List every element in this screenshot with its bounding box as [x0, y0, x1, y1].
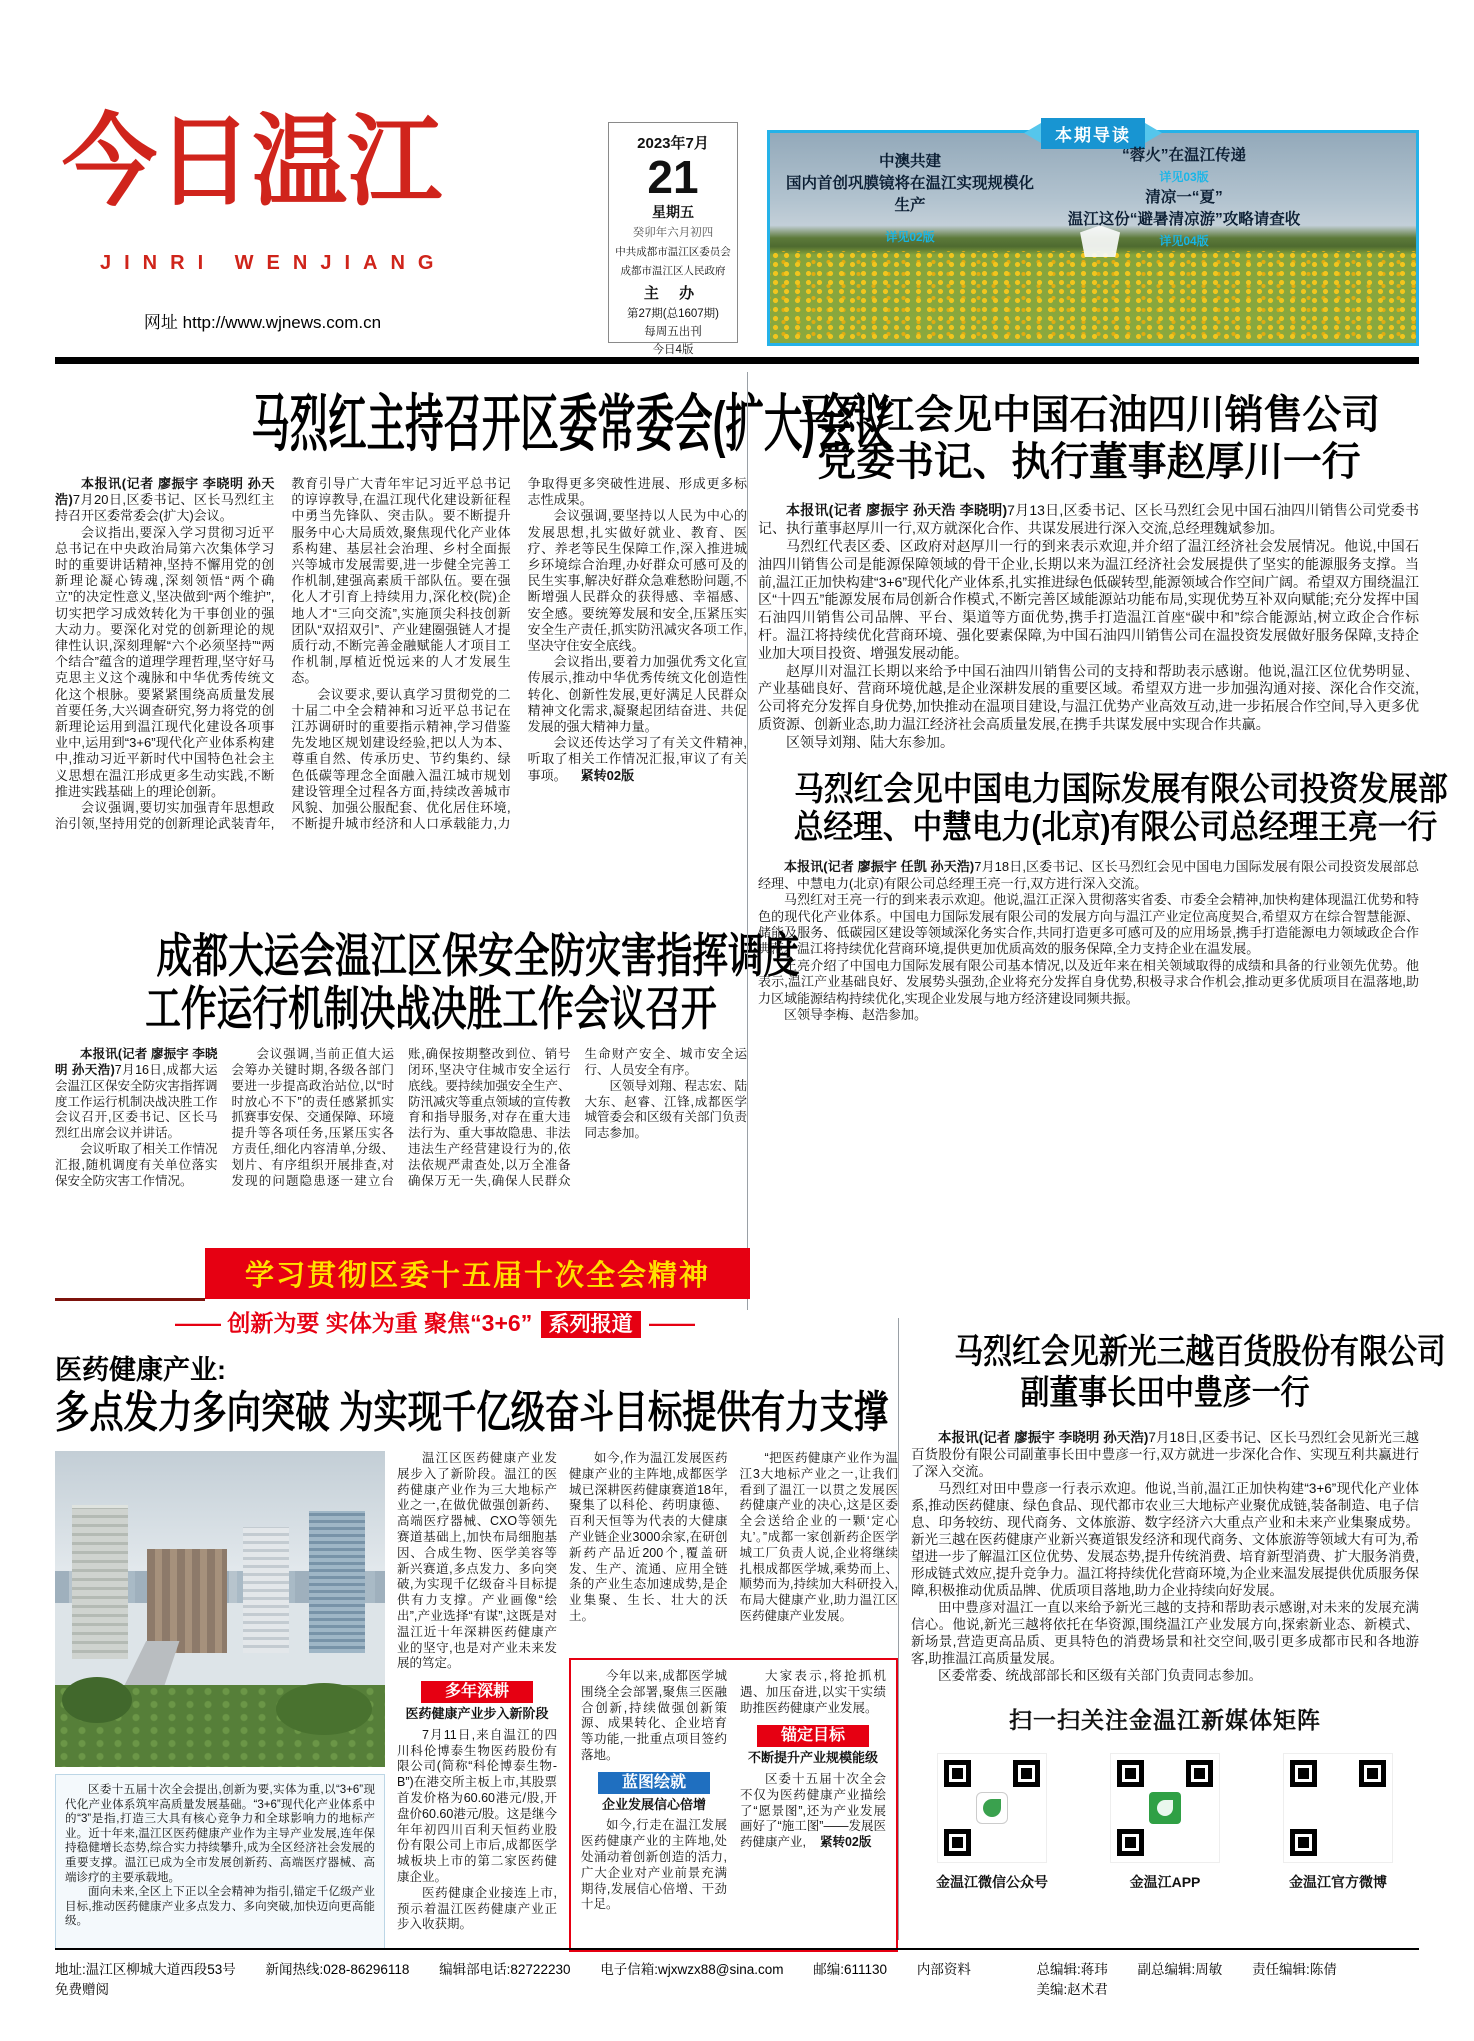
footer-phone: 编辑部电话:82722230 — [439, 1962, 571, 1977]
subhead-tag-blue: 蓝图绘就 — [598, 1772, 710, 1794]
jump-note: 紧转02版 — [580, 767, 635, 783]
guide-right-ref2: 详见04版 — [1159, 234, 1209, 248]
masthead-title: 今日温江 — [62, 102, 442, 220]
right-article-3-body: 本报讯(记者 廖振宇 李晓明 孙天浩)7月18日,区委书记、区长马烈红会见新光三越百货股份有限公司副董事长田中豊彦一行,双方就进一步深化合作、实现互利共赢进行了深入交流。 马烈红对田中豊彦一行表示欢迎。他说,当前,温江正加快构建“3+6”现代化产业体系,推动医药健康、绿色食品、现代都市农业三大地标产业聚优成链,装备制造、电子信息、印务较纺、现代商务、文体旅游、数字经济六大重点产业和未来产业集聚成势。新光三越在医药健康产业新兴赛道银发经济和现代商务、文体旅游等领域大有可为,希望进一步了解温江区位优势、发展态势,提升传统消费、培育新型消费、扩大服务消费,形成链式效应,提升竞争力。温江将持续优化营商环境,为企业来温发展提供优质服务保障,积极推动优质品牌、优质项目落地,助力企业持续向好发展。 田中豊彦对温江一直以来给予新光三越的支持和帮助表示感谢,对未来的发展充满信心。他说,新光三越将依托在华资源,围绕温江产业发展方向,探索新业态、新模式、新场景,营造更高品质、更具特色的消费场景和社交空间,吸引更多成都市民和各地游客,助推温江高质量发展。 区委常委、统战部部长和区级有关部门负责同志参加。 — [911, 1429, 1419, 1683]
paragraph: 王亮介绍了中国电力国际发展有限公司基本情况,以及近年来在相关领域取得的成绩和具备的行业领先优势。他表示,温江产业基础良好、发展势头强劲,企业将充分发挥自身优势,积极寻求合作机会,推动更多优质项目在温落地,助力区域能源结构持续优化,实现企业发展与地方经济建设同频共振。 — [758, 957, 1419, 1006]
publication-info-box — [608, 122, 738, 357]
feature-section — [55, 1240, 898, 1940]
publisher-org-1: 中共成都市温江区委员会 — [615, 247, 731, 259]
guide-item-left — [784, 151, 1036, 247]
highlight-box — [569, 1658, 898, 1952]
bottom-right-section — [898, 1318, 1446, 1940]
qr-finder-icon — [1117, 1829, 1144, 1856]
publish-frequency: 每周五出刊 — [644, 326, 702, 339]
feature-col-2 — [397, 1451, 557, 1956]
footer-rule — [55, 1948, 1419, 1950]
footer-address: 地址:温江区柳城大道西段53号 — [55, 1962, 236, 1977]
host-label: 主 办 — [643, 285, 703, 303]
footer-right — [1011, 1958, 1420, 1998]
main-article-body: 本报讯(记者 廖振宇 李晓明 孙天浩)7月20日,区委书记、区长马烈红主持召开区委常委会(扩大)会议。 会议指出,要深入学习贯彻习近平总书记在中央政治局第六次集体学习时的重要讲话精神,坚持不懈用党的创新理论凝心铸魂,深刻领悟“两个确立”的决定性意义,坚决做到“两个维护”,切实把学习成效转化为干事创业的强大动力。要深化对党的创新理论的规律性认识,深刻理解“六个必须坚持”“两个结合”蕴含的道理学理哲理,坚守好马克思主义这个魂脉和中华优秀传统文化这个根脉。要紧紧围绕高质量发展首要任务,大兴调查研究,努力将党的创新理论运用到温江现代化建设各项事业中,运用到“3+6”现代化产业体系构建中,推动习近平新时代中国特色社会主义思想在温江形成更多生动实践,不断推进实践基础上的理论创新。 会议强调,要切实加强青年思想政治引领,坚持用党的创新理论武装青年,教育引导广大青年牢记习近平总书记的谆谆教导,在温江现代化建设新征程中勇当先锋队、突击队。要不断提升服务中心大局质效,聚焦现代化产业体系构建、基层社会治理、乡村全面振兴等城市发展需要,进一步健全完善工作机制,建强高素质干部队伍。要在强化人才引育上持续用力,深化校(院)企地人才“三向交流”,实施顶尖科技创新团队“双招双引”、产业建圈强链人才提质行动,不断完善金融赋能人才项目工作机制,厚植近悦远来的人才发展生态。 会议要求,要认真学习贯彻党的二十届二中全会精神和习近平总书记在江苏调研时的重要指示精神,学习借鉴先发地区规划建设经验,把以人为本、尊重自然、传承历史、节约集约、绿色低碳等理念全面融入温江城市规划建设管理全过程各方面,持续改善城市风貌、加强公服配套、优化居住环境,不断提升城市经济和人口承载能力,力争取得更多突破性进展、形成更多标志性成果。 会议强调,要坚持以人民为中心的发展思想,扎实做好就业、教育、医疗、养老等民生保障工作,深入推进城乡环境综合治理,办好群众可感可及的民生实事,解决好群众急难愁盼问题,不断增强人民群众的获得感、幸福感、安全感。要统筹发展和安全,压紧压实安全生产责任,抓实防汛减灾各项工作,坚决守住安全底线。 会议指出,要着力加强优秀文化宣传展示,推动中华优秀传统文化创造性转化、创新性发展,更好满足人民群众精神文化需求,凝聚起团结奋进、共促发展的强大精神力量。 会议还传达学习了有关文件精神,听取了相关工作情况汇报,审议了有关事项。 紧转02版 — [55, 476, 747, 832]
photo-tree — [62, 1677, 132, 1723]
qr-finder-icon — [1359, 1760, 1386, 1787]
guide-right-line3: 温江这份“避暑清凉游”攻略请查收 — [1067, 211, 1301, 228]
qr-finder-icon — [1013, 1760, 1040, 1787]
guide-item-right — [1062, 145, 1306, 251]
guide-right-line1: “蓉火”在温江传递 — [1121, 147, 1246, 164]
masthead-pinyin: JINRI WENJIANG — [100, 252, 447, 274]
right-section — [747, 372, 1448, 1310]
byline: 本报讯(记者 廖振宇 李晓明 孙天浩) — [55, 1047, 218, 1078]
byline: 本报讯(记者 廖振宇 李晓明 孙天浩) — [938, 1429, 1149, 1445]
footer-hotline: 新闻热线:028-86296118 — [265, 1962, 410, 1977]
photo-building — [147, 1549, 226, 1653]
right-headline-2: 马烈红会见中国电力国际发展有限公司投资发展部 总经理、中慧电力(北京)有限公司总经理王亮一行 — [793, 769, 1448, 846]
photo-building — [72, 1505, 128, 1660]
footer-left — [55, 1958, 1011, 1998]
jump-note: 紧转02版 — [819, 1835, 872, 1850]
paragraph: 会议听取了相关工作情况汇报,随机调度有关单位落实保安全防灾害工作情况。 — [55, 1142, 218, 1188]
feature-kicker: 医药健康产业: — [55, 1355, 226, 1385]
guide-tab: 本期导读 — [1041, 118, 1145, 149]
qr-code-weibo — [1283, 1753, 1393, 1863]
issue-year-month: 2023年7月 — [637, 135, 709, 152]
qr-code-app — [1110, 1753, 1220, 1863]
guide-left-ref: 详见02版 — [885, 230, 935, 244]
feature-col-3-text: 如今,作为温江发展医药健康产业的主阵地,成都医学城已深耕医药健康赛道18年,聚集了以科伦、药明康德、百利天恒等为代表的大健康产业链企业3000余家,在研创新药产品近200个,覆盖研发、生产、流通、应用全链条的产业生态加速成势,是企业集聚、生长、壮大的沃土。 — [569, 1451, 728, 1623]
photo-caption-panel — [55, 1774, 385, 1950]
footer-email: 电子信箱:wjxwzx88@sina.com — [600, 1962, 784, 1977]
footer-chief-editor: 总编辑:蒋玮 — [1036, 1962, 1108, 1977]
subhead-text: 不断提升产业规模能级 — [747, 1750, 878, 1766]
footer-internal: 内部资料 — [916, 1962, 971, 1977]
series-banner: 学习贯彻区委十五届十次全会精神 — [205, 1248, 750, 1299]
subhead-text: 企业发展信心倍增 — [601, 1796, 706, 1812]
issue-day: 21 — [647, 151, 699, 203]
qr-finder-icon — [1290, 1760, 1317, 1787]
qr-section-title: 扫一扫关注金温江新媒体矩阵 — [1009, 1706, 1321, 1733]
right-headline-1: 马烈红会见中国石油四川销售公司 党委书记、执行董事赵厚川一行 — [797, 393, 1380, 485]
attendees-line: 区领导刘翔、程志宏、陆大东、赵睿、江锋,成都医学城管委会和区级有关部门负责同志参加。 — [584, 1078, 747, 1141]
paragraph: 马烈红对王亮一行的到来表示欢迎。他说,温江正深入贯彻落实省委、市委全会精神,加快构建体现温江优势和特色的现代化产业体系。中国电力国际发展有限公司的发展方向与温江产业定位高度契合,希望双方在综合智慧能源、储能及服务、低碳园区建设等领域深化务实合作,共同打造更多可感可及的应用场景,携手打造能源电力领域政企合作典范。温江将持续优化营商环境,提供更加优质高效的服务保障,全力支持企业在温发展。 — [758, 892, 1419, 957]
byline: 本报讯(记者 廖振宇 李晓明 孙天浩) — [55, 476, 275, 508]
attendees-line: 区领导李梅、赵浩参加。 — [784, 1007, 928, 1023]
footer — [55, 1958, 1419, 1998]
paragraph: 会议强调,当前正值大运会筹办关键时期,各级各部门要进一步提高政治站位,以“时时放心不下”的责任感紧抓实抓赛事安保、交通保障、环境提升等各项任务,压紧压实各方责任,细化内容清单,分级、划片、有序组织开展排查,对发现的问题隐患逐一建立台账,确保按期整改到位、销号闭环,坚决守住城市安全运行底线。要持续加强安全生产、防汛减灾等重点领域的宣传教育和指导服务,对存在重大违法行为、重大事故隐患、非法违法生产经营建设行为的,依法依规严肃查处,以万全准备确保万无一失,确保人民群众生命财产安全、城市安全运行、人员安全有序。 — [231, 1047, 747, 1188]
caption-paragraph: 面向未来,全区上下正以全会精神为指引,锚定千亿级产业目标,推动医药健康产业多点发力、多向突破,加快迈向更高能级。 — [65, 1886, 375, 1928]
qr-finder-icon — [944, 1829, 971, 1856]
paragraph: 赵厚川对温江长期以来给予中国石油四川销售公司的支持和帮助表示感谢。他说,温江区位优势明显、产业基础良好、营商环境优越,是企业深耕发展的重要区域。希望双方进一步加强沟通对接、深化合作交流,公司将充分发挥自身优势,加快推动在温项目建设,与温江优势产业高效互动,进一步拓展合作空间,导入更多优质资源、创新业态,助力温江经济社会高质量发展,在携手共谋发展中实现合作共赢。 — [758, 662, 1419, 732]
subhead-text: 医药健康产业步入新阶段 — [405, 1705, 549, 1721]
qr-item-weibo: 金温江官方微博 — [1259, 1753, 1417, 1892]
highlight-box-right: 大家表示,将抢抓机遇、加压奋进,以实干实绩助推医药健康产业发展。 锚定目标 不断提升产业规模能级 区委十五届十次全会不仅为医药健康产业描绘了“愿景图”,还为产业发展画好了“施工图”——发展医药健康产业, 紧转02版 — [740, 1669, 886, 1850]
paragraph: 会议指出,要着力加强优秀文化宣传展示,推动中华优秀传统文化创造性转化、创新性发展,更好满足人民群众精神文化需求,凝聚起团结奋进、共促发展的强大精神力量。 — [527, 654, 747, 735]
attendees-line: 区委常委、统战部部长和区级有关部门负责同志参加。 — [938, 1667, 1262, 1683]
guide-right-ref1: 详见03版 — [1159, 170, 1209, 184]
sunflower-field-photo — [770, 251, 1416, 343]
qr-row — [911, 1753, 1419, 1892]
masthead-divider-rule — [55, 357, 1419, 364]
paragraph: 温江区医药健康产业发展步入了新阶段。温江的医药健康产业作为三大地标产业之一,在做优做强创新药、高端医疗器械、CXO等领先赛道基础上,加快布局细胞基因、合成生物、医学美容等新兴赛道,多点发力、多向突破,为实现千亿级奋斗目标提供有力支撑。产业画像“绘出”,产业选择“有谋”,这既是对温江近十年深耕医药健康产业的坚守,也是对产业未来发展的笃定。 — [397, 1451, 557, 1671]
page-count: 今日4版 — [652, 344, 694, 357]
right-headline-3: 马烈红会见新光三越百货股份有限公司 副董事长田中豊彦一行 — [954, 1333, 1446, 1413]
cityscape-photo — [55, 1451, 385, 1767]
paragraph: 田中豊彦对温江一直以来给予新光三越的支持和帮助表示感谢,对未来的发展充满信心。他说,新光三越将依托在华资源,围绕温江产业发展方向,探索新业态、新模式、新场景,营造更高品质、更具特色的消费场景和社交空间,吸引更多成都市民和各地游客,助推温江高质量发展。 — [911, 1599, 1419, 1666]
right-article-1-body: 本报讯(记者 廖振宇 孙天浩 李晓明)7月13日,区委书记、区长马烈红会见中国石油四川销售公司党委书记、执行董事赵厚川一行,双方就深化合作、共谋发展进行深入交流,总经理魏斌参加。 马烈红代表区委、区政府对赵厚川一行的到来表示欢迎,并介绍了温江经济社会发展情况。他说,中国石油四川销售公司是能源保障领域的骨干企业,长期以来为温江经济社会发展提供了坚实的能源服务支撑。当前,温江正加快构建“3+6”现代化产业体系,扎实推进绿色低碳转型,能源领域合作空间广阔。希望双方围绕温江区“十四五”能源发展布局创新合作模式,不断完善区域能源站功能布局,实现优势互补双向赋能;充分发挥中国石油四川销售公司品牌、平台、渠道等方面优势,携手打造温江首座“碳中和”综合能源站,树立政企合作标杆。温江将持续优化营商环境、强化要素保障,为中国石油四川销售公司在温投资发展做好服务保障,支持企业加大项目投资、增强发展动能。 赵厚川对温江长期以来给予中国石油四川销售公司的支持和帮助表示感谢。他说,温江区位优势明显、产业基础良好、营商环境优越,是企业深耕发展的重要区域。希望双方进一步加强沟通对接、深化合作交流,公司将充分发挥自身优势,加快推动在温项目建设,与温江优势产业高效互动,进一步拓展合作空间,导入更多优质资源、创新业态,助力温江经济社会高质量发展,在携手共谋发展中实现合作共赢。 区领导刘翔、陆大东参加。 — [758, 502, 1419, 750]
guide-right-line2: 清凉一“夏” — [1145, 189, 1223, 206]
paragraph: 马烈红对田中豊彦一行表示欢迎。他说,当前,温江正加快构建“3+6”现代化产业体系,推动医药健康、绿色食品、现代都市农业三大地标产业聚优成链,装备制造、电子信息、印务较纺、现代商务、文体旅游、数字经济六大重点产业和未来产业集聚成势。新光三越在医药健康产业新兴赛道银发经济和现代商务、文体旅游等领域大有可为,希望进一步了解温江区位优势、发展态势,提升传统消费、培育新型消费、扩大服务消费,形成链式效应,提升竞争力。温江将持续优化营商环境,为企业来温发展提供优质服务保障,积极推动优质品牌、优质项目落地,助力企业持续向好发展。 — [911, 1480, 1419, 1598]
byline: 本报讯(记者 廖振宇 孙天浩 李晓明) — [786, 502, 1008, 519]
footer-duty-editor: 责任编辑:陈倩 — [1252, 1962, 1337, 1977]
subhead-tag-red: 多年深耕 — [421, 1681, 533, 1703]
series-subline: —— 创新为要 实体为重 聚焦“3+6” 系列报道 —— — [175, 1310, 695, 1336]
photo-tree — [276, 1683, 372, 1735]
footer-art-editor: 美编:赵术君 — [1036, 1982, 1108, 1997]
feature-headline: 多点发力多向突破 为实现千亿级奋斗目标提供有力支撑 — [55, 1388, 889, 1437]
lunar-date: 癸卯年六月初四 — [632, 227, 714, 240]
feature-photo-column — [55, 1451, 385, 1956]
qr-finder-icon — [1290, 1829, 1317, 1856]
second-article-body: 本报讯(记者 廖振宇 李晓明 孙天浩)7月16日,成都大运会温江区保安全防灾害指挥调度工作运行机制决战决胜工作会议召开,区委书记、区长马烈红出席会议并讲话。 会议听取了相关工作情况汇报,随机调度有关单位落实保安全防灾害工作情况。 会议强调,当前正值大运会筹办关键时期,各级各部门要进一步提高政治站位,以“时时放心不下”的责任感紧抓实抓赛事安保、交通保障、环境提升等各项任务,压紧压实各方责任,细化内容清单,分级、划片、有序组织开展排查,对发现的问题隐患逐一建立台账,确保按期整改到位、销号闭环,坚决守住城市安全运行底线。要持续加强安全生产、防汛减灾等重点领域的宣传教育和指导服务,对存在重大违法行为、重大事故隐患、非法违法生产经营建设行为的,依法依规严肃查处,以万全准备确保万无一失,确保人民群众生命财产安全、城市安全运行、人员安全有序。 区领导刘翔、程志宏、陆大东、赵睿、江锋,成都医学城管委会和区级有关部门负责同志参加。 — [55, 1047, 747, 1188]
qr-item-app: 金温江APP — [1086, 1753, 1244, 1892]
paragraph: 会议强调,要坚持以人民为中心的发展思想,扎实做好就业、教育、医疗、养老等民生保障工作,深入推进城乡环境综合治理,办好群众可感可及的民生实事,解决好群众急难愁盼问题,不断增强人民群众的获得感、幸福感、安全感。要统筹发展和安全,压紧压实安全生产责任,抓实防汛减灾各项工作,坚决守住安全底线。 — [527, 508, 747, 654]
highlight-box-left: 今年以来,成都医学城围绕全会部署,聚焦三医融合创新,持续做强创新策源、成果转化、企业培育等功能,一批重点项目签约落地。 蓝图绘就 企业发展信心倍增 如今,行走在温江发展医药健康产业的主阵地,处处涌动着创新创造的活力,广大企业对产业前景充满期待,发展信心倍增、干劲十足。 — [581, 1669, 727, 1912]
caption-paragraph: 区委十五届十次全会提出,创新为要,实体为重,以“3+6”现代化产业体系筑牢高质量发展基础。“3+6”现代化产业体系中的“3”是指,打造三大具有核心竞争力和全球影响力的地标产业。近十年来,温江区医药健康产业作为主导产业发展,连年保持稳健增长态势,综合实力持续攀升,成为全区经济社会发展的重要支撑。温江已成为全市发展创新药、高端医疗器械、高端诊疗的主要承载地。 — [65, 1784, 375, 1884]
second-headline: 成都大运会温江区保安全防灾害指挥调度 工作运行机制决战决胜工作会议召开 — [145, 929, 800, 1035]
attendees-line: 区领导刘翔、陆大东参加。 — [786, 733, 954, 750]
qr-finder-icon — [1186, 1760, 1213, 1787]
qr-code-wechat — [937, 1753, 1047, 1863]
website-line — [60, 308, 465, 333]
footer-deputy-editor: 副总编辑:周敏 — [1137, 1962, 1223, 1977]
subhead-tag-red: 锚定目标 — [757, 1725, 869, 1747]
paragraph: 7月11日,来自温江的四川科伦博泰生物医药股份有限公司(简称“科伦博泰生物-B”)在港交所主板上市,其股票首发价格为60.60港元/股,开盘价60.60港元/股。这是继今年年初四川百利天恒药业股份有限公司上市后,成都医学城板块上市的第二家医药健康企业。 — [397, 1727, 557, 1884]
guide-left-line1: 中澳共建 — [878, 153, 941, 170]
website-label: 网址 — [143, 313, 178, 332]
paragraph: 会议强调,要切实加强青年思想政治引领,坚持用党的创新理论武装青年,教育引导广大青年牢记习近平总书记的谆谆教导,在温江现代化建设新征程中勇当先锋队、突击队。要不断提升服务中心大局质效,聚焦现代化产业体系构建、基层社会治理、乡村全面振兴等城市发展需要,进一步健全完善工作机制,建强高素质干部队伍。要在强化人才引育上持续用力,深化校(院)企地人才“三向交流”,实施顶尖科技创新团队“双招双引”、产业建圈强链人才提质行动,不断完善金融赋能人才项目工作机制,厚植近悦远来的人才发展生态。 — [55, 476, 511, 832]
footer-free: 免费赠阅 — [55, 1982, 109, 1997]
paragraph: 会议要求,要认真学习贯彻党的二十届二中全会精神和习近平总书记在江苏调研时的重要指示精神,学习借鉴先发地区规划建设经验,把以人为本、尊重自然、传承历史、节约集约、绿色低碳等理念全面融入温江城市规划建设管理全过程各方面,持续改善城市风貌、加强公服配套、优化居住环境,不断提升城市经济和人口承载能力,力争取得更多突破性进展、形成更多标志性成果。 — [291, 476, 747, 832]
qr-center-logo-icon — [1149, 1792, 1181, 1824]
photo-building — [243, 1527, 289, 1653]
photo-building — [309, 1511, 365, 1653]
feature-col-4-text: “把医药健康产业作为温江3大地标产业之一,让我们看到了温江一以贯之发展医药健康产业的决心,这是区委全会送给企业的一颗‘定心丸’。”成都一家创新药企医学城工厂负责人说,企业将继续扎根成都医学城,乘势而上、顺势而为,持续加大科研投入,布局大健康产业,助力温江区医药健康产业发展。 — [739, 1451, 898, 1623]
issue-number: 第27期(总1607期) — [626, 308, 720, 321]
guide-banner — [767, 126, 1419, 346]
paragraph: 会议指出,要深入学习贯彻习近平总书记在中央政治局第六次集体学习时的重要讲话精神,坚持不懈用党的创新理论凝心铸魂,深刻领悟“两个确立”的决定性意义,坚决做到“两个维护”,切实把学习成效转化为干事创业的强大动力。要深化对党的创新理论的规律性认识,深刻理解“六个必须坚持”“两个结合”蕴含的道理学理哲理,坚守好马克思主义这个魂脉和中华优秀传统文化这个根脉。要紧紧围绕高质量发展首要任务,大兴调查研究,努力将党的创新理论运用到温江现代化建设各项事业中,运用到“3+6”现代化产业体系构建中,推动习近平新时代中国特色社会主义思想在温江形成更多生动实践,不断推进实践基础上的理论创新。 — [55, 524, 275, 799]
publisher-org-2: 成都市温江区人民政府 — [620, 266, 726, 278]
paragraph: 马烈红代表区委、区政府对赵厚川一行的到来表示欢迎,并介绍了温江经济社会发展情况。他说,中国石油四川销售公司是能源保障领域的骨干企业,长期以来为温江经济社会发展提供了坚实的能源服务支撑。当前,温江正加快构建“3+6”现代化产业体系,扎实推进绿色低碳转型,能源领域合作空间广阔。希望双方围绕温江区“十四五”能源发展布局创新合作模式,不断完善区域能源站功能布局,实现优势互补双向赋能;充分发挥中国石油四川销售公司品牌、平台、渠道等方面优势,携手打造温江首座“碳中和”综合能源站,树立政企合作标杆。温江将持续优化营商环境、强化要素保障,为中国石油四川销售公司在温投资发展做好服务保障,支持企业加大项目投资、增强发展动能。 — [758, 537, 1419, 661]
footer-postcode: 邮编:611130 — [813, 1962, 888, 1977]
series-tag: 系列报道 — [541, 1311, 641, 1338]
qr-center-logo-icon — [976, 1792, 1008, 1824]
paragraph: 医药健康企业接连上市,预示着温江医药健康产业正步入收获期。 — [397, 1885, 557, 1932]
qr-finder-icon — [944, 1760, 971, 1787]
qr-item-wechat: 金温江微信公众号 — [913, 1753, 1071, 1892]
issue-weekday: 星期五 — [652, 204, 694, 221]
right-article-2-body: 本报讯(记者 廖振宇 任凯 孙天浩)7月18日,区委书记、区长马烈红会见中国电力国际发展有限公司投资发展部总经理、中慧电力(北京)有限公司总经理王亮一行,双方进行深入交流。 马烈红对王亮一行的到来表示欢迎。他说,温江正深入贯彻落实省委、市委全会精神,加快构建体现温江优势和特色的现代化产业体系。中国电力国际发展有限公司的发展方向与温江产业定位高度契合,希望双方在综合智慧能源、储能及服务、低碳园区建设等领域深化务实合作,共同打造更多可感可及的应用场景,携手打造能源电力领域政企合作典范。温江将持续优化营商环境,提供更加优质高效的服务保障,全力支持企业在温发展。 王亮介绍了中国电力国际发展有限公司基本情况,以及近年来在相关领域取得的成绩和具备的行业领先优势。他表示,温江产业基础良好、发展势头强劲,企业将充分发挥自身优势,积极寻求合作机会,推动更多优质项目在温落地,助力区域能源结构持续优化,实现企业发展与地方经济建设同频共振。 区领导李梅、赵浩参加。 — [758, 859, 1419, 1023]
main-headline: 马烈红主持召开区委常委会(扩大)会议 — [251, 390, 892, 459]
qr-finder-icon — [1117, 1760, 1144, 1787]
feature-col-3-4 — [569, 1451, 898, 1956]
guide-left-line2: 国内首创巩膜镜将在温江实现规模化生产 — [785, 175, 1034, 214]
website-url: http://www.wjnews.com.cn — [182, 313, 382, 332]
